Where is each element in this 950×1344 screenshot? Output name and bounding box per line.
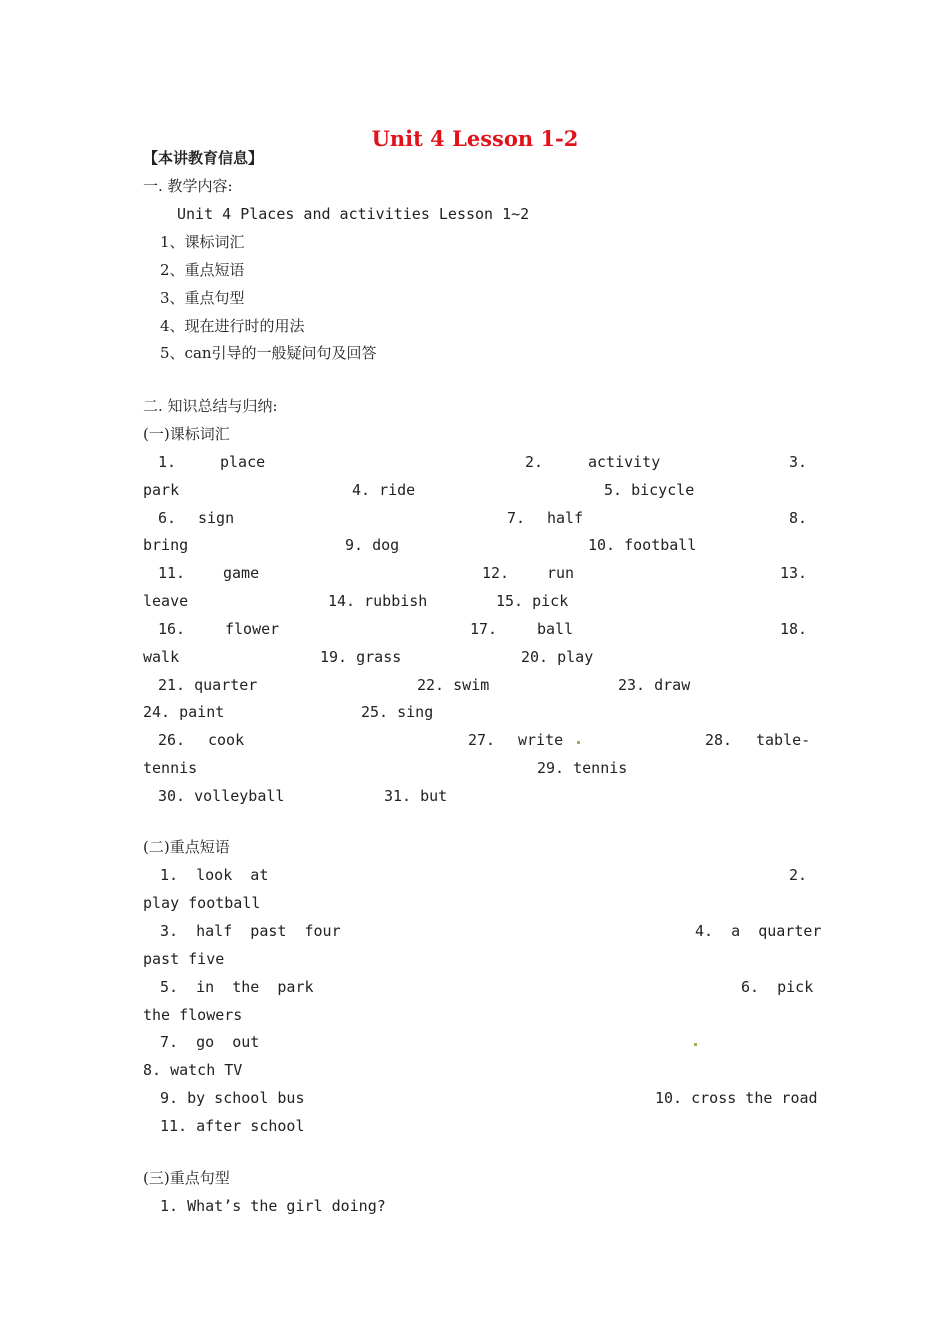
vocab-word: 5. bicycle xyxy=(604,481,695,499)
sentence-item: 1. What’s the girl doing? xyxy=(160,1197,386,1215)
vocab-word: 24. paint xyxy=(143,703,225,721)
phrase-item: 10. cross the road xyxy=(655,1089,818,1107)
phrase-item: 11. after school xyxy=(160,1117,305,1135)
section1-subtitle: Unit 4 Places and activities Lesson 1~2 xyxy=(177,205,530,223)
list-item: 4、现在进行时的用法 xyxy=(160,317,305,335)
vocab-num: 26. xyxy=(158,731,186,749)
phrase-item: 6. pick xyxy=(741,978,814,996)
phrase-item: 7. go out xyxy=(160,1033,260,1051)
vocab-word: bring xyxy=(143,536,189,554)
phrase-item: the flowers xyxy=(143,1006,243,1024)
vocab-word: game xyxy=(223,564,260,582)
phrase-item: 5. in the park xyxy=(160,978,314,996)
vocab-num: 28. xyxy=(705,731,733,749)
page-title: Unit 4 Lesson 1-2 xyxy=(371,126,579,151)
vocab-word: 25. sing xyxy=(361,703,434,721)
list-item: 3、重点句型 xyxy=(160,289,245,307)
sentence-heading: (三)重点句型 xyxy=(143,1169,230,1187)
vocab-word: 19. grass xyxy=(320,648,402,666)
phrase-item: 3. half past four xyxy=(160,922,341,940)
info-header: 【本讲教育信息】 xyxy=(143,149,264,167)
vocab-num: 11. xyxy=(158,564,186,582)
vocab-word: 22. swim xyxy=(417,676,490,694)
vocab-num: 17. xyxy=(470,620,498,638)
vocab-word: activity xyxy=(588,453,661,471)
vocab-word: walk xyxy=(143,648,180,666)
stray-dot xyxy=(694,1043,697,1046)
section1-heading: 一. 教学内容: xyxy=(143,177,233,195)
vocab-num: 2. xyxy=(525,453,544,471)
phrase-heading: (二)重点短语 xyxy=(143,838,230,856)
section2-heading: 二. 知识总结与归纳: xyxy=(143,397,278,415)
vocab-word: cook xyxy=(208,731,245,749)
phrase-item: 1. look at xyxy=(160,866,269,884)
vocab-num: 1. xyxy=(158,453,177,471)
phrase-num: 2. xyxy=(789,866,808,884)
vocab-word: 4. ride xyxy=(352,481,416,499)
vocab-word: run xyxy=(547,564,575,582)
list-item: 5、can引导的一般疑问句及回答 xyxy=(160,344,377,362)
vocab-num: 12. xyxy=(482,564,510,582)
vocab-word: tennis xyxy=(143,759,198,777)
phrase-item: 4. a quarter xyxy=(695,922,822,940)
vocab-word: 14. rubbish xyxy=(328,592,428,610)
vocab-heading: (一)课标词汇 xyxy=(143,425,230,443)
vocab-word: 9. dog xyxy=(345,536,400,554)
vocab-num: 16. xyxy=(158,620,186,638)
vocab-word: 31. but xyxy=(384,787,448,805)
vocab-word: sign xyxy=(198,509,235,527)
vocab-word: 23. draw xyxy=(618,676,691,694)
vocab-num: 6. xyxy=(158,509,177,527)
vocab-word: table- xyxy=(756,731,811,749)
vocab-word: half xyxy=(547,509,584,527)
list-item: 1、课标词汇 xyxy=(160,233,245,251)
vocab-num: 13. xyxy=(780,564,808,582)
vocab-num: 18. xyxy=(780,620,808,638)
phrase-item: 8. watch TV xyxy=(143,1061,243,1079)
vocab-word: 29. tennis xyxy=(537,759,628,777)
vocab-word: 10. football xyxy=(588,536,697,554)
list-item: 2、重点短语 xyxy=(160,261,245,279)
vocab-word: leave xyxy=(143,592,189,610)
vocab-word: park xyxy=(143,481,180,499)
vocab-num: 3. xyxy=(789,453,808,471)
phrase-item: play football xyxy=(143,894,261,912)
phrase-item: 9. by school bus xyxy=(160,1089,305,1107)
vocab-word: 21. quarter xyxy=(158,676,258,694)
vocab-num: 8. xyxy=(789,509,808,527)
vocab-word: write xyxy=(518,731,564,749)
vocab-word: flower xyxy=(225,620,280,638)
vocab-num: 27. xyxy=(468,731,496,749)
vocab-word: place xyxy=(220,453,266,471)
phrase-item: past five xyxy=(143,950,225,968)
vocab-word: ball xyxy=(537,620,574,638)
stray-dot xyxy=(577,741,580,744)
vocab-word: 15. pick xyxy=(496,592,569,610)
vocab-word: 30. volleyball xyxy=(158,787,285,805)
vocab-num: 7. xyxy=(507,509,526,527)
vocab-word: 20. play xyxy=(521,648,594,666)
